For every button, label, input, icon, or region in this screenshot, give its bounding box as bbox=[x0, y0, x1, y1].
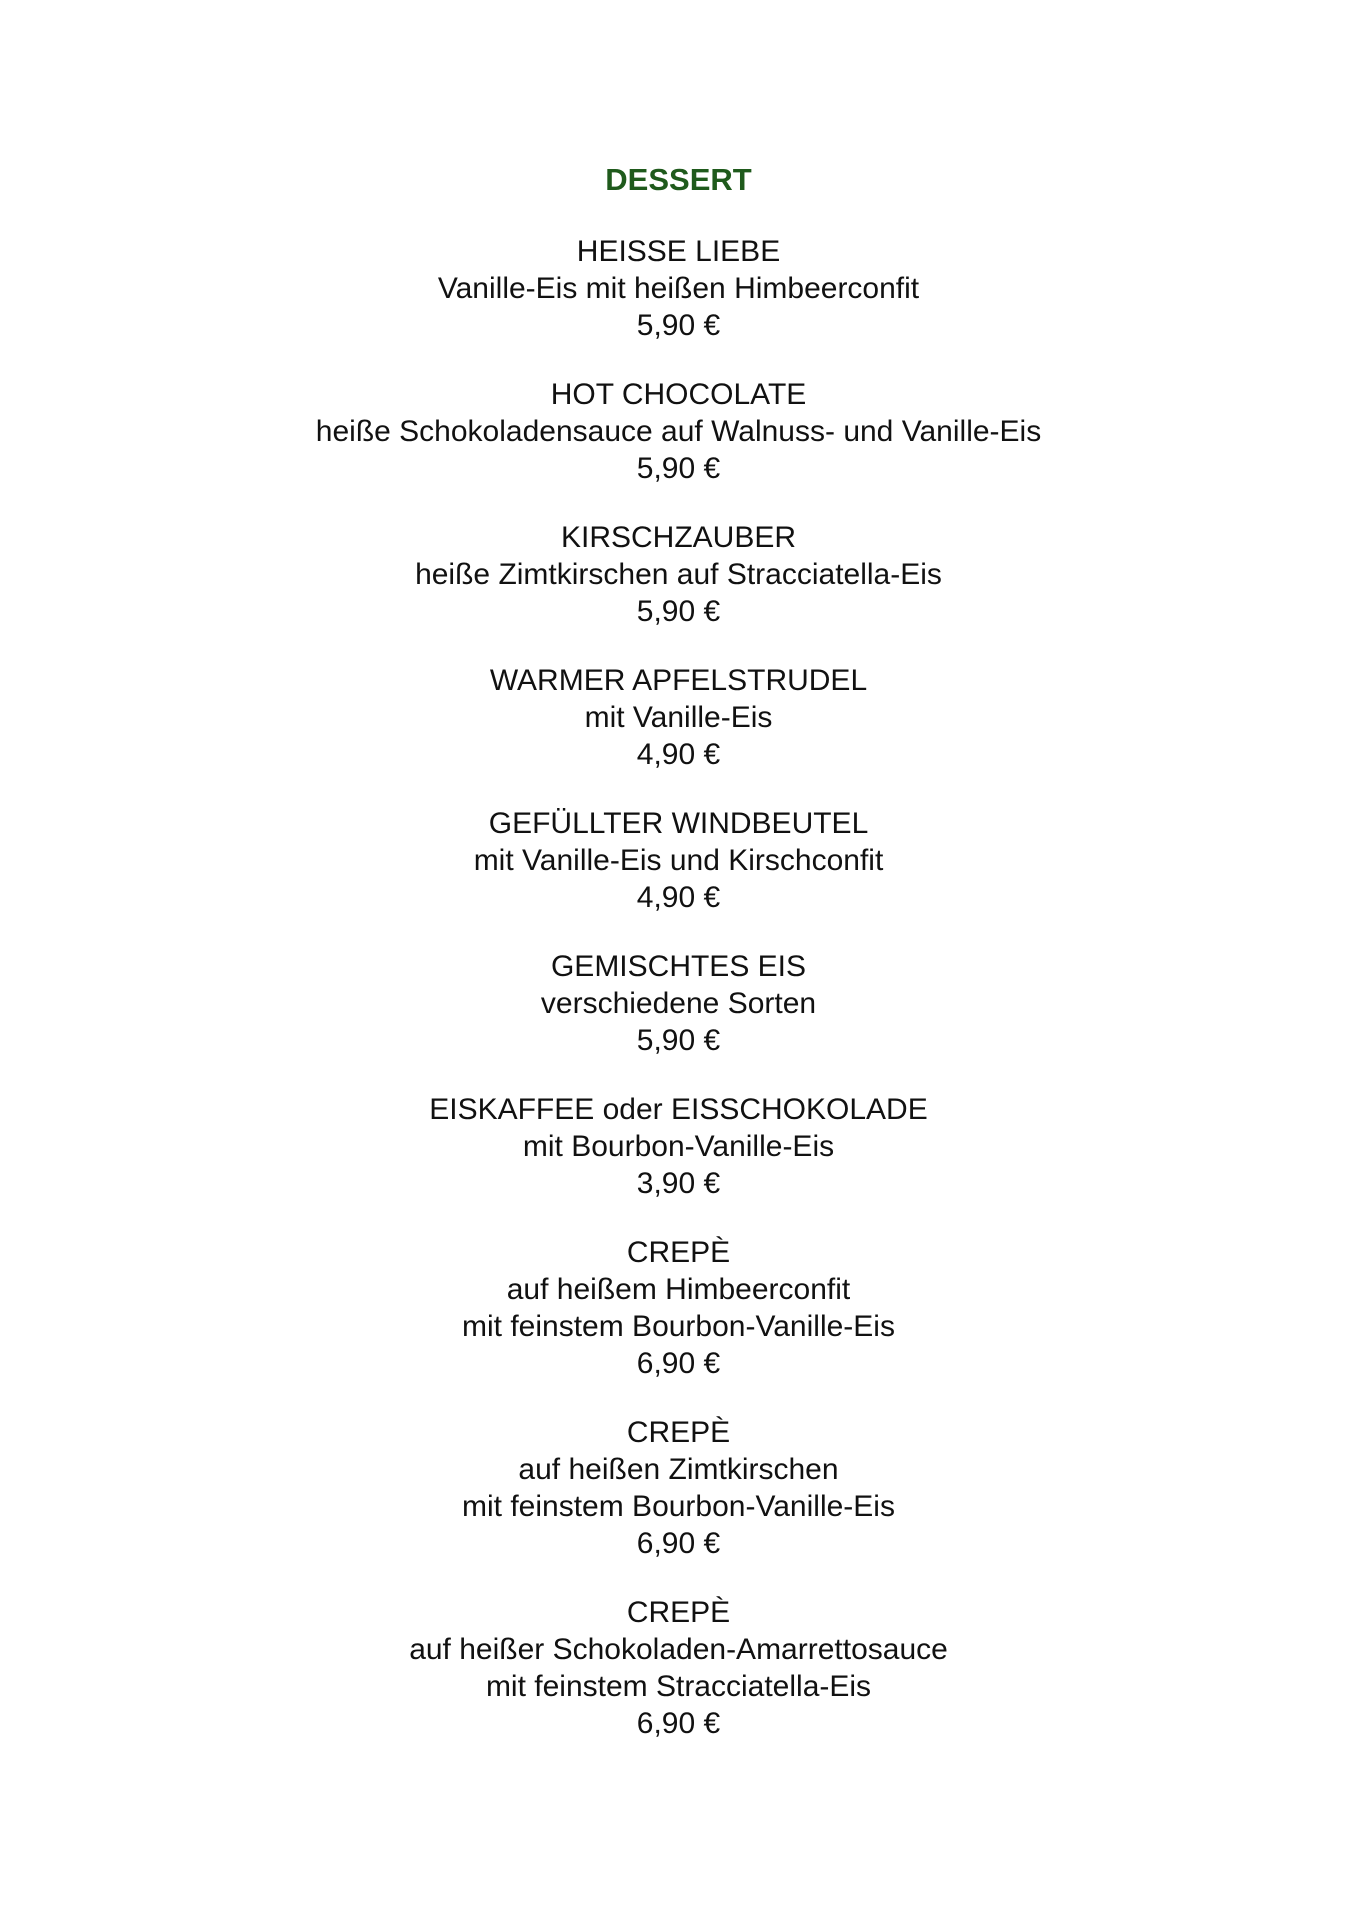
item-price: 4,90 € bbox=[636, 738, 721, 771]
item-price: 5,90 € bbox=[636, 452, 721, 485]
item-name: EISKAFFEE oder EISSCHOKOLADE bbox=[429, 1093, 928, 1126]
menu-item bbox=[0, 1234, 1357, 1382]
item-name: CREPÈ bbox=[626, 1596, 731, 1629]
item-description: mit feinstem Bourbon-Vanille-Eis bbox=[462, 1490, 895, 1523]
item-name: CREPÈ bbox=[626, 1236, 731, 1269]
menu-item bbox=[0, 1091, 1357, 1202]
item-price: 4,90 € bbox=[636, 881, 721, 914]
item-description: heiße Zimtkirschen auf Stracciatella-Eis bbox=[415, 558, 942, 591]
item-name: KIRSCHZAUBER bbox=[560, 521, 797, 554]
item-description: verschiedene Sorten bbox=[540, 987, 817, 1020]
item-description: mit Bourbon-Vanille-Eis bbox=[522, 1130, 835, 1163]
item-name: HEISSE LIEBE bbox=[576, 235, 781, 268]
menu-item bbox=[0, 1414, 1357, 1562]
item-description: Vanille-Eis mit heißen Himbeerconfit bbox=[437, 272, 920, 305]
item-price: 5,90 € bbox=[636, 309, 721, 342]
menu-item bbox=[0, 376, 1357, 487]
item-name: WARMER APFELSTRUDEL bbox=[489, 664, 868, 697]
menu-item bbox=[0, 805, 1357, 916]
menu-item bbox=[0, 1594, 1357, 1742]
item-description: auf heißen Zimtkirschen bbox=[518, 1453, 839, 1486]
item-description: auf heißer Schokoladen-Amarrettosauce bbox=[409, 1633, 948, 1666]
item-name: HOT CHOCOLATE bbox=[550, 378, 807, 411]
item-description: auf heißem Himbeerconfit bbox=[506, 1273, 851, 1306]
item-price: 6,90 € bbox=[636, 1527, 721, 1560]
item-name: GEMISCHTES EIS bbox=[550, 950, 807, 983]
menu-item bbox=[0, 519, 1357, 630]
item-price: 3,90 € bbox=[636, 1167, 721, 1200]
item-description: mit feinstem Bourbon-Vanille-Eis bbox=[462, 1310, 895, 1343]
item-description: mit Vanille-Eis bbox=[584, 701, 773, 734]
item-price: 6,90 € bbox=[636, 1347, 721, 1380]
item-description: mit Vanille-Eis und Kirschconfit bbox=[473, 844, 884, 877]
item-price: 5,90 € bbox=[636, 1024, 721, 1057]
item-name: CREPÈ bbox=[626, 1416, 731, 1449]
item-description: heiße Schokoladensauce auf Walnuss- und Vanille-Eis bbox=[315, 415, 1042, 448]
item-description: mit feinstem Stracciatella-Eis bbox=[485, 1670, 872, 1703]
item-price: 5,90 € bbox=[636, 595, 721, 628]
section-title: DESSERT bbox=[605, 162, 752, 197]
menu-item bbox=[0, 662, 1357, 773]
item-name: GEFÜLLTER WINDBEUTEL bbox=[488, 807, 869, 840]
menu-item bbox=[0, 948, 1357, 1059]
item-price: 6,90 € bbox=[636, 1707, 721, 1740]
menu-item bbox=[0, 233, 1357, 344]
